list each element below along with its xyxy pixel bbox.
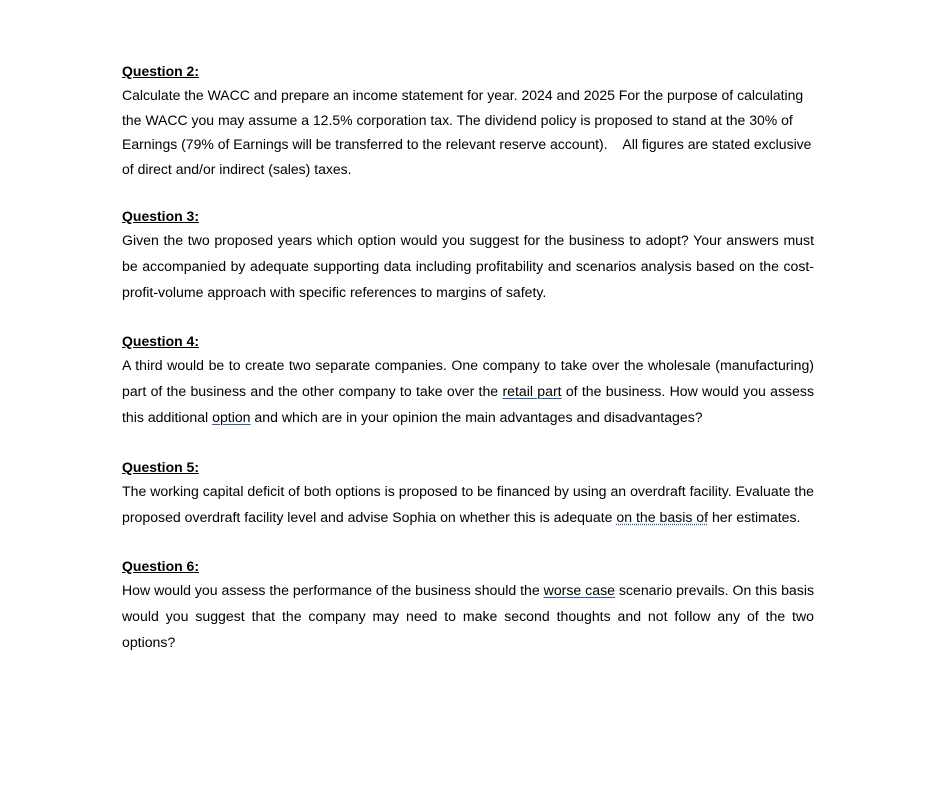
question-4-text-part-2: of the business. How would you assess this additional xyxy=(122,382,815,425)
question-4-text xyxy=(122,352,814,430)
question-4-text-part-3: and which are in your opinion the main advantages and disadvantages? xyxy=(250,408,703,425)
question-5-text-part-2: her estimates. xyxy=(708,508,801,525)
question-4-flagged-retail-part: retail part xyxy=(502,382,562,399)
question-6-text-part-1: How would you assess the performance of the business should the xyxy=(122,581,544,598)
question-5-flagged-on-the-basis-of: on the basis of xyxy=(616,508,709,525)
question-3-text: Given the two proposed years which option would you suggest for the business to adopt? Your answers must be accompanied by adequate supporting data including profitability and scenarios analysis based on the cost-profit-volume approach with specific references to margins of safety. xyxy=(122,231,814,300)
question-2-text-main: Calculate the WACC and prepare an income statement for year. 2024 and 2025 For the purpose of calculating the WACC you may assume a 12.5% corporation tax. The dividend policy is proposed to stand at the 30% of Earnings (79% of Earnings will be transferred to the relevant reserve account). xyxy=(122,87,804,153)
question-6-heading: Question 6: xyxy=(122,557,200,574)
document-page xyxy=(122,60,814,655)
question-2-text xyxy=(122,83,814,182)
question-6-flagged-worse-case: worse case xyxy=(543,581,615,598)
question-6-section xyxy=(122,555,814,655)
question-3-section xyxy=(122,205,814,305)
question-3-heading: Question 3: xyxy=(122,207,200,224)
question-2-text-note: All figures are stated exclusive of direct and/or indirect (sales) taxes. xyxy=(122,136,812,178)
question-4-flagged-option: option xyxy=(212,408,251,425)
question-6-text xyxy=(122,577,814,655)
question-4-section xyxy=(122,330,814,430)
question-4-text-part-1: A third would be to create two separate companies. One company to take over the wholesale (manufacturing) part of the business and the other company to take over the xyxy=(122,356,814,399)
question-5-heading: Question 5: xyxy=(122,458,200,475)
question-2-section xyxy=(122,60,814,182)
question-4-heading: Question 4: xyxy=(122,332,200,349)
question-5-text-part-1: The working capital deficit of both options is proposed to be financed by using an overdraft facility. Evaluate the proposed overdraft facility level and advise Sophia on whether this is adequate xyxy=(122,482,814,525)
question-5-text xyxy=(122,478,814,530)
question-6-text-part-2: scenario prevails. On this basis would you suggest that the company may need to make second thoughts and not follow any of the two options? xyxy=(122,581,814,650)
question-2-heading: Question 2: xyxy=(122,63,200,79)
question-5-section xyxy=(122,456,814,530)
